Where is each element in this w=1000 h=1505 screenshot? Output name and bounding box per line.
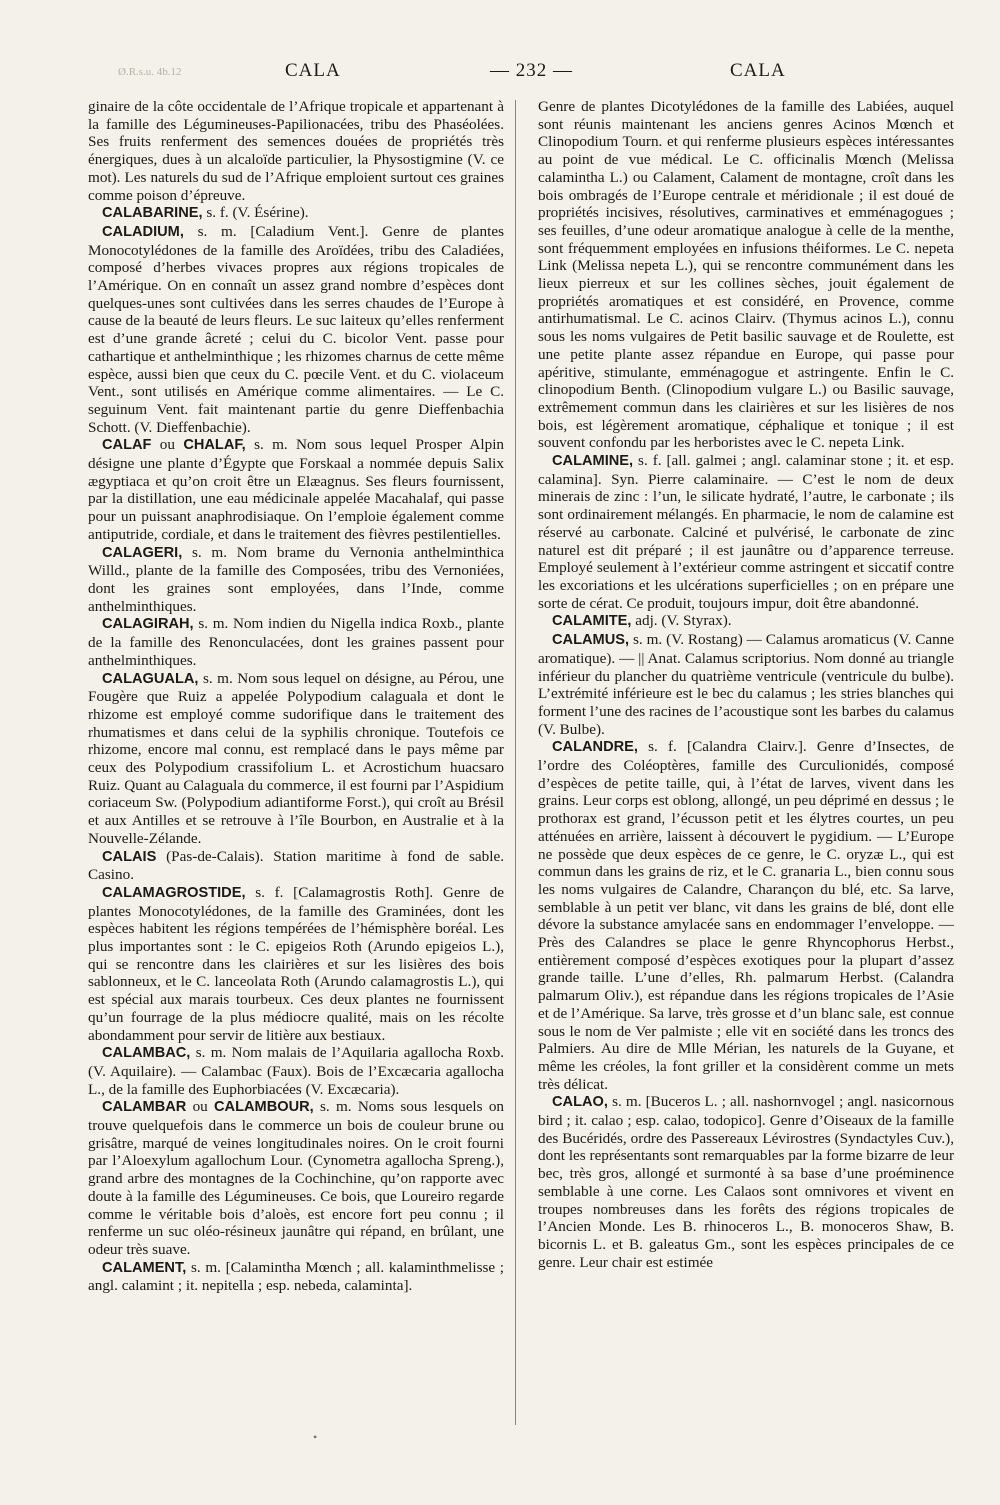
right-column xyxy=(538,98,954,1271)
entry-text: s. m. Nom brame du Vernonia anthelminthica Willd., plante de la famille des Composées, tribu des Vernoniées, dont les graines sont employées, dans l’Inde, comme anthelminthiques. xyxy=(88,543,504,615)
dictionary-entry xyxy=(538,612,954,631)
entry-headword: CALAIS xyxy=(102,848,157,865)
entry-headword: CALAMITE, xyxy=(552,613,632,630)
entry-headword: CALAMAGROSTIDE, xyxy=(102,884,246,901)
running-header xyxy=(80,60,940,90)
entry-headword: CALADIUM, xyxy=(102,223,184,240)
dictionary-entry xyxy=(538,1093,954,1271)
entry-headword: CALANDRE, xyxy=(552,739,638,756)
entry-text: adj. (V. Styrax). xyxy=(635,612,732,630)
dictionary-entry xyxy=(88,1259,504,1295)
dictionary-entry xyxy=(88,1098,504,1258)
entry-text: Genre de plantes Dicotylédones de la famille des Labiées, auquel sont réunis maintenant les anciens genres Acinos Mœnch et Clinopodium Tourn. et qui renferme plusieurs espèces intéressantes au point de vue médical. Le C. officinalis Mœnch (Melissa calamintha L.) ou Calament, Calament de montagne, croît dans les bois ombragés de l’Europe centrale et méridionale ; il est doué de propriétés incisives, résolutives, carminatives et emménagogues ; ses feuilles, d’une odeur aromatique analogue à celle de la menthe, sont fréquemment employées en infusions théiformes. Le C. nepeta Link (Melissa nepeta L.), qui se rencontre communément dans les lieux pierreux et sur les collines sèches, jouit également de propriétés aromatiques et est considéré, en Provence, comme antirhumatismal. Le C. acinos Clairv. (Thymus acinos L.), connu sous les noms vulgaires de Petit basilic sauvage et de Roulette, est une petite plante assez répandue en Europe, qui passe pour apéritive, stimulante, emménagogue et astringente. Enfin le C. clinopodium Benth. (Clinopodium vulgare L.) ou Basilic sauvage, extrêmement commun dans les clairières et sur les lisières de nos bois, est légèrement aromatique, céphalique et tonique ; il est souvent confondu par les herboristes avec le C. nepeta Link. xyxy=(538,98,954,452)
dictionary-entry xyxy=(88,223,504,436)
entry-text: s. m. [Buceros L. ; all. nashornvogel ; angl. nasicornous bird ; it. calao ; esp. calao, todopico]. Genre d’Oiseaux de la famille des Bucéridés, ordre des Passereaux Lévirostres (Syndactyles Cuv.), dont les représentants sont remarquables par la forme bizarre de leur bec, très gros, allongé et surmonté à sa base d’une proéminence semblable à une corne. Les Calaos sont omnivores et vivent en troupes nombreuses dans les forêts des régions tropicales de l’Ancien Monde. Les B. rhinoceros L., B. monoceros Shaw, B. bicornis L. et B. galeatus Gm., sont les espèces principales de ce genre. Leur chair est estimée xyxy=(538,1093,954,1271)
entry-headword: CALAMBAR xyxy=(102,1099,187,1116)
entry-headword-alt: CALAMBOUR, xyxy=(214,1099,314,1116)
dictionary-entry xyxy=(88,544,504,616)
entry-headword: CALAGIRAH, xyxy=(102,616,194,633)
entry-text: s. f. [Calandra Clairv.]. Genre d’Insectes, de l’ordre des Coléoptères, famille des Curculionidés, composé d’espèces de petite taille, qui, à l’état de larves, vivent dans les grains. Leur corps est oblong, allongé, un peu déprimé en dessus ; le prothorax est grand, l’écusson petit et les élytres courtes, un peu atténuées en arrière, laissent à découvert le pygidium. — L’Europe ne possède que deux espèces de ce genre, le C. oryzæ L., qui est commun dans les grains de riz, et le C. granaria L., bien connu sous les noms vulgaires de Calandre, Charançon du blé, etc. Sa larve, semblable à un petit ver blanc, vit dans les grains de blé, dont elle dévore la substance amylacée sans en endommager l’enveloppe. — Près des Calandres se place le genre Rhyncophorus Herbst., entièrement composé d’espèces exotiques pour la plupart d’assez grande taille. L’une d’elles, Rh. palmarum Herbst. (Calandra palmarum Oliv.), est répandue dans les régions tropicales de l’Asie et de l’Amérique. Sa larve, très grosse et d’un blanc sale, est connue sous le nom de Ver palmiste ; elle vit en société dans les troncs des Palmiers. Au dire de Mlle Mérian, les naturels de la Guyane, et même les créoles, la font griller et la considèrent comme un mets très délicat. xyxy=(538,738,954,1093)
entry-headword: CALAF xyxy=(102,437,152,454)
entry-continuation xyxy=(538,98,954,452)
dictionary-entry xyxy=(88,204,504,223)
dictionary-entry xyxy=(538,631,954,738)
library-stamp: Ø.R.s.u. 4b.12 xyxy=(118,66,182,78)
dictionary-entry xyxy=(88,884,504,1044)
dictionary-entry xyxy=(538,738,954,1093)
entry-text: s. f. [all. galmei ; angl. calaminar stone ; it. et esp. calamina]. Syn. Pierre calaminaire. — C’est le nom de deux minerais de zinc : l’un, le silicate hydraté, l’autre, le carbonate ; ils sont ordinairement mélangés. En pharmacie, le nom de calamine est réservé au carbonate. Calciné et pulvérisé, le carbonate de zinc naturel est dit préparé ; il est jaunâtre ou d’apparence terreuse. Employé seulement à l’extérieur comme astringent et siccatif contre les excoriations et les ulcérations superficielles ; on en prépare une sorte de cérat. Ce produit, toujours impur, doit être abandonné. xyxy=(538,452,954,612)
header-left-word: CALA xyxy=(285,60,341,81)
entry-headword: CALAO, xyxy=(552,1094,608,1111)
entry-headword-alt: CHALAF, xyxy=(183,437,246,454)
entry-text: s. m. Nom indien du Nigella indica Roxb., plante de la famille des Renonculacées, dont les graines passent pour anthelminthiques. xyxy=(88,615,505,669)
entry-text: s. f. [Calamagrostis Roth]. Genre de plantes Monocotylédones, de la famille des Graminées, dont les espèces habitent les régions tempérées de l’hémisphère boréal. Les plus importantes sont : le C. epigeios Roth (Arundo epigeios L.), qui se rencontre dans les clairières et sur les lisières des bois sablonneux, et le C. lanceolata Roth (Arundo calamagrostis L.), qui est spécial aux marais tourbeux. Ces deux plantes ne fournissent qu’un fourrage de la plus médiocre qualité, mais on les récolte abondamment pour servir de litière aux bestiaux. xyxy=(88,883,505,1044)
entry-continuation xyxy=(88,98,504,204)
entry-text: s. m. Noms sous lesquels on trouve quelquefois dans le commerce un bois de couleur brune ou grisâtre, marqué de veines longitudinales noires. On le croit fourni par l’Aloexylum agallochum Lour. (Cynometra agallocha Spreng.), grand arbre des montagnes de la Cochinchine, qu’on rapporte avec doute à la famille des Légumineuses. Ce bois, que Loureiro regarde comme le véritable bois d’aloès, est encore fort peu connu ; il renferme un suc oléo-résineux jaunâtre qui répand, en brûlant, une odeur très suave. xyxy=(88,1098,505,1258)
entry-text: s. m. Nom sous lequel on désigne, au Pérou, une Fougère que Ruiz a appelée Polypodium calaguala et dont le rhizome est employé comme sudorifique dans le traitement des rhumatismes et dans celui de la syphilis chronique. Toutefois ce rhizome, encore mal connu, est remplacé dans le pays même par ceux des Polypodium crassifolium L. et Acrostichum huacsaro Ruiz. Quant au Calaguala du commerce, il est fourni par l’Aspidium coriaceum Sw. (Polypodium adiantiforme Forst.), qui croît au Brésil et aux Antilles et se retrouve à l’île Bourbon, en Australie et à la Nouvelle-Zélande. xyxy=(88,669,504,847)
dictionary-entry xyxy=(88,848,504,884)
entry-headword: CALAMBAC, xyxy=(102,1045,191,1062)
dictionary-entry xyxy=(88,670,504,848)
page-number: — 232 — xyxy=(490,60,573,81)
dictionary-entry xyxy=(88,436,504,543)
entry-headword: CALAGERI, xyxy=(102,544,183,561)
header-right-word: CALA xyxy=(730,60,786,81)
entry-headword: CALAMENT, xyxy=(102,1259,187,1276)
dictionary-entry xyxy=(538,452,954,612)
entry-headword: CALABARINE, xyxy=(102,205,203,222)
entry-text: s. m. [Caladium Vent.]. Genre de plantes Monocotylédones de la famille des Aroïdées, tribu des Caladiées, composé d’herbes vivaces propres aux régions tropicales de l’Amérique. On en connaît un assez grand nombre d’espèces dont quelques-unes sont cultivées dans les serres chaudes de l’Europe à cause de la beauté de leurs fleurs. Le suc laiteux qu’elles renferment est d’une grande âcreté ; celui du C. bicolor Vent. passe pour cathartique et anthelminthique ; les rhizomes charnus de cette même espèce, aussi bien que ceux du C. pœcile Vent. et du C. violaceum Vent., sont utilisés en Amérique comme alimentaires. — Le C. seguinum Vent. fait maintenant partie du genre Dieffenbachia Schott. (V. Dieffenbachie). xyxy=(88,222,504,436)
entry-text: s. f. (V. Ésérine). xyxy=(206,204,309,222)
entry-text: s. m. Nom sous lequel Prosper Alpin désigne une plante d’Égypte que Forskaal a nommée depuis Salix ægyptiaca et qu’on croit être un Elæagnus. Ses fleurs fournissent, par la distillation, une eau médicinale appelée Macahalaf, qui passe pour un puissant anaphrodisiaque. On l’emploie également comme antiputride, cordiale, et dans le traitement des fièvres pestilentielles. xyxy=(88,436,505,543)
entry-text: s. m. Nom malais de l’Aquilaria agallocha Roxb. (V. Aquilaire). — Calambac (Faux). Bois de l’Excæcaria agallocha L., de la famille des Euphorbiacées (V. Excæcaria). xyxy=(88,1044,505,1098)
entry-text: (Pas-de-Calais). Station maritime à fond de sable. Casino. xyxy=(88,847,504,884)
entry-headword: CALAMINE, xyxy=(552,453,634,470)
page-mark: • xyxy=(313,1430,318,1444)
entry-conjunction: ou xyxy=(151,436,184,454)
dictionary-entry xyxy=(88,615,504,669)
entry-text: s. m. (V. Rostang) — Calamus aromaticus (V. Canne aromatique). — || Anat. Calamus scriptorius. Nom donné au triangle inférieur du plancher du quatrième ventricule (ventricule du bulbe). L’extrémité inférieure est le bec du calamus ; les stries blanches qui forment l’une des racines de l’acoustique sont les barbes du calamus (V. Bulbe). xyxy=(538,631,955,738)
column-divider xyxy=(515,100,516,1425)
entry-headword: CALAMUS, xyxy=(552,632,630,649)
entry-headword: CALAGUALA, xyxy=(102,670,199,687)
entry-conjunction: ou xyxy=(186,1098,215,1116)
left-column xyxy=(88,98,504,1295)
entry-text: s. m. [Calamintha Mœnch ; all. kalaminthmelisse ; angl. calamint ; it. nepitella ; esp. nebeda, calaminta]. xyxy=(88,1258,505,1295)
dictionary-entry xyxy=(88,1044,504,1098)
entry-text: ginaire de la côte occidentale de l’Afrique tropicale et appartenant à la famille des Légumineuses-Papilionacées, tribu des Phaséolées. Ses fruits renferment des semences douées de propriétés très énergiques, dues à un alcaloïde particulier, la Physostigmine (V. ce mot). Les naturels du sud de l’Afrique emploient surtout ces graines comme poison d’épreuve. xyxy=(88,98,504,204)
